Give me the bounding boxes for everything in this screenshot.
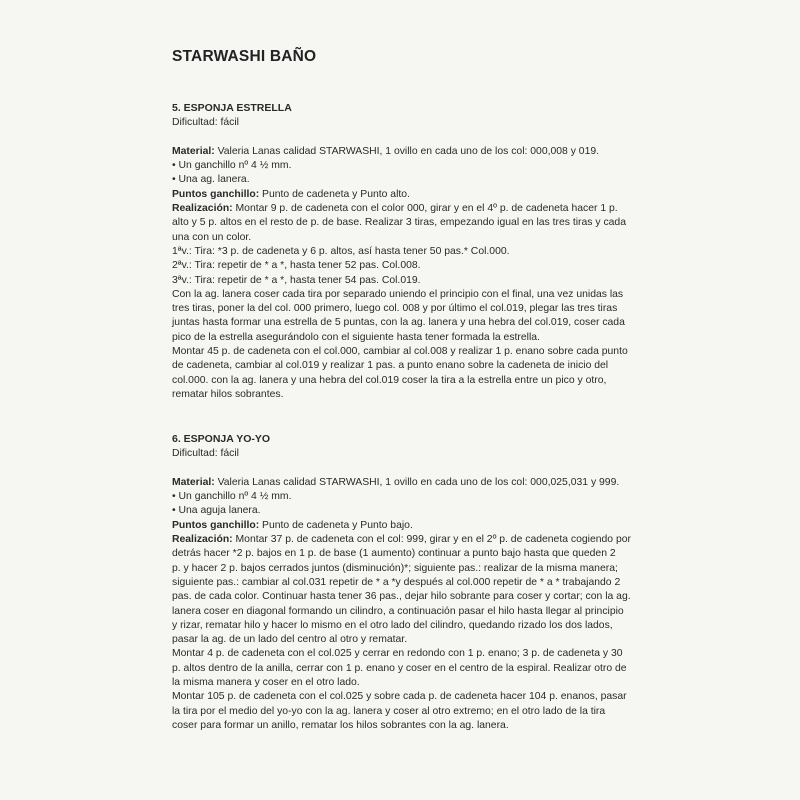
text-line: alto y 5 p. altos en el resto de p. de base. Realizar 3 tiras, empezando igual en las tres tiras y cada bbox=[172, 217, 626, 229]
realization-label: Realización: bbox=[172, 203, 233, 215]
realization-text: Montar 37 p. de cadeneta con el col: 999, girar y en el 2º p. de cadeneta cogiendo por bbox=[232, 534, 631, 546]
text-line: p. y hacer 2 p. bajos cerrados juntos (disminución)*; siguiente pas.: realizar de la misma manera; bbox=[172, 562, 618, 574]
text-line: lanera coser en diagonal formando un cilindro, a continuación pasar el hilo hasta llegar al principio bbox=[172, 605, 624, 617]
bullet-item: • Un ganchillo nº 4 ½ mm. bbox=[172, 160, 292, 172]
stitches-line bbox=[172, 188, 672, 202]
text-line: 3ªv.: Tira: repetir de * a *, hasta tener 54 pas. Col.019. bbox=[172, 274, 421, 286]
text-line: una con un color. bbox=[172, 231, 252, 243]
material-line bbox=[172, 476, 672, 490]
document-content bbox=[172, 50, 672, 733]
text-line: col.000. con la ag. lanera y una hebra del col.019 coser la tira a la estrella entre un pico y otro, bbox=[172, 374, 607, 386]
difficulty-text: Dificultad: fácil bbox=[172, 116, 239, 128]
text-line: la tira por el medio del yo-yo con la ag. lanera y coser al otro extremo; en el otro lado de la tira bbox=[172, 705, 606, 717]
text-line: siguiente pas.: cambiar al col.031 repetir de * a *y después al col.000 repetir de * a * trabajando 2 bbox=[172, 576, 621, 588]
material-line bbox=[172, 145, 672, 159]
realization-label: Realización: bbox=[172, 534, 233, 546]
realization-text: Montar 9 p. de cadeneta con el color 000, girar y en el 4º p. de cadeneta hacer 1 p. bbox=[232, 203, 618, 215]
text-line: 2ªv.: Tira: repetir de * a *, hasta tener 52 pas. Col.008. bbox=[172, 260, 421, 272]
document-title: STARWASHI BAÑO bbox=[172, 48, 317, 65]
section-title: 5. ESPONJA ESTRELLA bbox=[172, 102, 292, 115]
text-line: juntas hasta formar una estrella de 5 puntas, con la ag. lanera y una hebra del col.019, coser cada bbox=[172, 317, 625, 329]
text-line: pico de la estrella asegurándolo con el siguiente hasta tener formada la estrella. bbox=[172, 331, 540, 343]
text-line: la misma manera y coser en el otro lado. bbox=[172, 676, 360, 688]
section-esponja-yo-yo bbox=[172, 432, 672, 733]
text-line: 1ªv.: Tira: *3 p. de cadeneta y 6 p. altos, así hasta tener 50 pas.* Col.000. bbox=[172, 245, 510, 257]
bullet-item: • Una ag. lanera. bbox=[172, 174, 250, 186]
bullet-item: • Un ganchillo nº 4 ½ mm. bbox=[172, 491, 292, 503]
material-label: Material: bbox=[172, 145, 215, 157]
material-text: Valeria Lanas calidad STARWASHI, 1 ovillo en cada uno de los col: 000,025,031 y 999. bbox=[214, 476, 620, 488]
text-line: pasar la ag. de un lado del centro al otro y rematar. bbox=[172, 634, 408, 646]
bullet-item: • Una aguja lanera. bbox=[172, 505, 261, 517]
text-line: de cadeneta, cambiar al col.019 y realizar 1 pas. a punto enano sobre la cadeneta de inicio del bbox=[172, 360, 609, 372]
text-line: tres tiras, poner la del col. 000 primero, luego col. 008 y por último el col.019, plegar las tres tiras bbox=[172, 303, 618, 315]
stitches-label: Puntos ganchillo: bbox=[172, 519, 260, 531]
text-line: Montar 4 p. de cadeneta con el col.025 y cerrar en redondo con 1 p. enano; 3 p. de cadeneta y 30 bbox=[172, 648, 623, 660]
material-text: Valeria Lanas calidad STARWASHI, 1 ovillo en cada uno de los col: 000,008 y 019. bbox=[214, 145, 600, 157]
realization-line bbox=[172, 202, 672, 216]
text-line: y rizar, rematar hilo y hacer lo mismo en el otro lado del cilindro, quedando rizado los dos lados, bbox=[172, 619, 613, 631]
stitches-text: Punto de cadeneta y Punto alto. bbox=[259, 188, 410, 200]
stitches-text: Punto de cadeneta y Punto bajo. bbox=[259, 519, 413, 531]
text-line: pas. de cada color. Continuar hasta tener 36 pas., dejar hilo sobrante para coser y cortar; con la ag. bbox=[172, 591, 631, 603]
stitches-line bbox=[172, 519, 672, 533]
material-label: Material: bbox=[172, 476, 215, 488]
text-line: p. altos dentro de la anilla, cerrar con 1 p. enano y coser en el centro de la espiral. Realizar otro de bbox=[172, 662, 627, 674]
section-esponja-estrella bbox=[172, 101, 672, 402]
text-line: Montar 105 p. de cadeneta con el col.025 y sobre cada p. de cadeneta hacer 104 p. enanos, pasar bbox=[172, 691, 627, 703]
section-title: 6. ESPONJA YO-YO bbox=[172, 433, 271, 446]
text-line: coser para formar un anillo, rematar los hilos sobrantes con la ag. lanera. bbox=[172, 719, 509, 731]
text-line: detrás hacer *2 p. bajos en 1 p. de base (1 aumento) continuar a punto bajo hasta que queden 2 bbox=[172, 548, 616, 560]
text-line: Con la ag. lanera coser cada tira por separado uniendo el principio con el final, una vez unidas las bbox=[172, 288, 624, 300]
text-line: rematar hilos sobrantes. bbox=[172, 388, 284, 400]
stitches-label: Puntos ganchillo: bbox=[172, 188, 260, 200]
text-line: Montar 45 p. de cadeneta con el col.000, cambiar al col.008 y realizar 1 p. enano sobre cada punto bbox=[172, 346, 628, 358]
realization-line bbox=[172, 533, 672, 547]
difficulty-text: Dificultad: fácil bbox=[172, 447, 239, 459]
